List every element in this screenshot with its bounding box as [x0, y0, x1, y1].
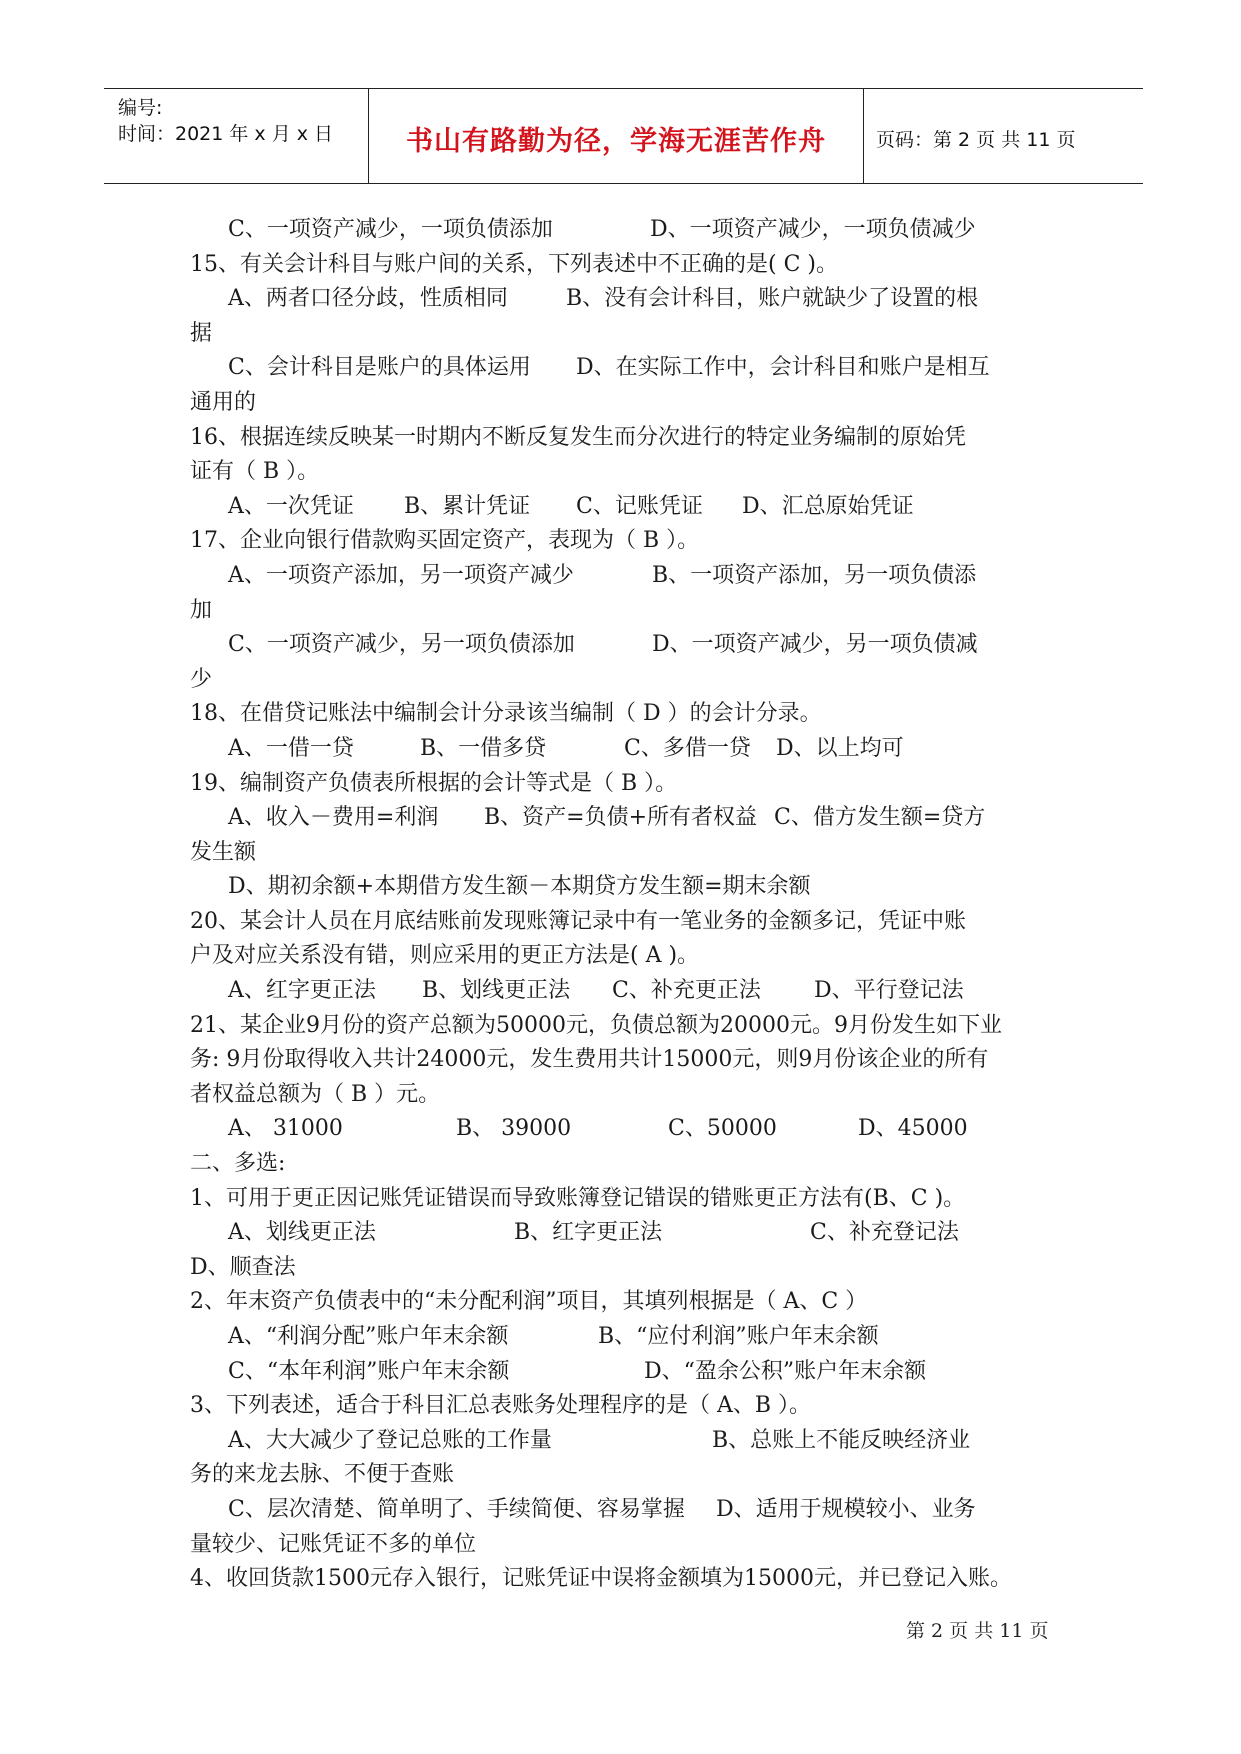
text-segment: 户及对应关系没有错，则应采用的更正方法是( A )。 [190, 943, 700, 969]
text-segment: D、顺查法 [190, 1254, 296, 1280]
text-segment: 2、年末资产负债表中的“未分配利润”项目，其填列根据是（ A、C ） [190, 1289, 868, 1315]
text-segment: 16、根据连续反映某一时期内不断反复发生而分次进行的特定业务编制的原始凭 [190, 424, 966, 450]
text-line [190, 1389, 1070, 1424]
option-text: C、补充更正法 [612, 978, 761, 1004]
option-text: A、划线更正法 [228, 1220, 376, 1246]
document-code-label: 编号: [118, 97, 163, 119]
text-line [190, 1216, 1070, 1251]
option-text: B、没有会计科目，账户就缺少了设置的根 [566, 286, 979, 312]
text-line [190, 1043, 1070, 1078]
text-line [190, 1562, 1070, 1597]
text-line [190, 801, 1070, 836]
option-text: B、累计凭证 [404, 493, 531, 519]
text-line [190, 1078, 1070, 1113]
option-text: A、两者口径分歧，性质相同 [228, 286, 508, 312]
text-segment: 务: 9月份取得收入共计24000元，发生费用共计15000元，则9月份该企业的所有 [190, 1047, 989, 1073]
text-line [190, 1147, 1070, 1182]
text-segment: 发生额 [190, 839, 257, 865]
header-left-cell [104, 89, 369, 183]
text-line [190, 939, 1070, 974]
text-segment: 3、下列表述，适合于科目汇总表账务处理程序的是（ A、B ）。 [190, 1393, 812, 1419]
option-text: D、一项资产减少，一项负债减少 [650, 217, 976, 242]
option-text: C、借方发生额=贷方 [774, 805, 986, 831]
option-text: C、层次清楚、简单明了、手续简便、容易掌握 [228, 1496, 685, 1522]
document-time-label: 时间：2021 年 x 月 x 日 [118, 123, 334, 145]
option-text: C、“本年利润”账户年末余额 [228, 1358, 510, 1384]
text-segment: 二、多选: [190, 1151, 286, 1177]
option-text: B、“应付利润”账户年末余额 [598, 1324, 879, 1349]
text-line [190, 1009, 1070, 1044]
option-text: C、补充登记法 [810, 1220, 959, 1246]
text-segment: 少 [190, 666, 213, 692]
option-text: B、一借多贷 [420, 735, 547, 761]
text-segment: 21、某企业9月份的资产总额为50000元，负债总额为20000元。9月份发生如下业 [190, 1012, 1002, 1038]
text-line [190, 836, 1070, 871]
option-text: D、汇总原始凭证 [742, 493, 914, 519]
text-line [190, 282, 1070, 317]
option-text: C、记账凭证 [576, 493, 703, 519]
text-line [190, 594, 1070, 629]
option-text: D、45000 [858, 1116, 968, 1142]
header-right-cell [864, 89, 1143, 183]
text-line [190, 351, 1070, 386]
header-page-label: 页码：第 2 页 共 11 页 [876, 129, 1076, 151]
option-text: D、一项资产减少，另一项负债减 [652, 632, 978, 658]
text-line [190, 767, 1070, 802]
text-line [190, 905, 1070, 940]
text-line [190, 386, 1070, 421]
page-footer: 第 2 页 共 11 页 [906, 1620, 1049, 1642]
option-text: D、适用于规模较小、业务 [716, 1496, 976, 1522]
text-line [190, 421, 1070, 456]
option-text: D、“盈余公积”账户年末余额 [644, 1358, 927, 1384]
text-line [190, 1251, 1070, 1286]
text-segment: 者权益总额为（ B ）元。 [190, 1081, 441, 1107]
text-line [190, 317, 1070, 352]
option-text: D、在实际工作中，会计科目和账户是相互 [576, 355, 990, 381]
option-text: D、以上均可 [776, 735, 904, 761]
text-line [190, 974, 1070, 1009]
text-line [190, 1182, 1070, 1217]
text-line [190, 1424, 1070, 1459]
text-segment: 17、企业向银行借款购买固定资产，表现为（ B ）。 [190, 528, 700, 554]
text-segment: 18、在借贷记账法中编制会计分录该当编制（ D ）的会计分录。 [190, 701, 822, 727]
option-text: A、一项资产添加，另一项资产减少 [228, 562, 574, 588]
text-line [190, 213, 1070, 248]
option-text: B、 39000 [456, 1116, 572, 1142]
text-line [190, 697, 1070, 732]
option-text: B、资产=负债+所有者权益 [484, 805, 758, 831]
text-line [190, 248, 1070, 283]
text-line [190, 559, 1070, 594]
option-text: A、 31000 [228, 1116, 343, 1142]
text-line [190, 1320, 1070, 1355]
option-text: B、划线更正法 [422, 978, 571, 1004]
text-line [190, 1458, 1070, 1493]
text-segment: 15、有关会计科目与账户间的关系，下列表述中不正确的是( C )。 [190, 251, 838, 277]
text-line [190, 1355, 1070, 1390]
text-line [190, 1528, 1070, 1563]
text-line [190, 663, 1070, 698]
text-segment: 通用的 [190, 389, 257, 415]
text-segment: 加 [190, 597, 213, 623]
text-segment: 1、可用于更正因记账凭证错误而导致账簿登记错误的错账更正方法有(B、C )。 [190, 1185, 966, 1211]
text-segment: D、期初余额+本期借方发生额－本期贷方发生额=期末余额 [228, 874, 811, 900]
text-line [190, 732, 1070, 767]
text-segment: 据 [190, 320, 213, 346]
option-text: C、会计科目是账户的具体运用 [228, 355, 531, 381]
header-motto: 书山有路勤为径，学海无涯苦作舟 [406, 126, 826, 157]
option-text: B、总账上不能反映经济业 [712, 1427, 971, 1453]
page-header [104, 88, 1143, 184]
option-text: A、一次凭证 [228, 493, 354, 519]
option-text: A、一借一贷 [228, 735, 354, 761]
text-line [190, 1112, 1070, 1147]
option-text: C、多借一贷 [624, 735, 751, 761]
text-segment: 务的来龙去脉、不便于查账 [190, 1462, 455, 1488]
option-text: A、“利润分配”账户年末余额 [228, 1324, 509, 1349]
text-line [190, 455, 1070, 490]
text-line [190, 524, 1070, 559]
text-line [190, 870, 1070, 905]
option-text: A、收入－费用=利润 [228, 805, 439, 831]
option-text: C、50000 [668, 1116, 777, 1142]
text-line [190, 1493, 1070, 1528]
text-line [190, 1285, 1070, 1320]
option-text: C、一项资产减少，另一项负债添加 [228, 632, 575, 658]
text-line [190, 628, 1070, 663]
option-text: B、一项资产添加，另一项负债添 [652, 562, 977, 588]
option-text: B、红字更正法 [514, 1220, 663, 1246]
text-line [190, 490, 1070, 525]
text-segment: 20、某会计人员在月底结账前发现账簿记录中有一笔业务的金额多记，凭证中账 [190, 908, 966, 934]
option-text: A、红字更正法 [228, 978, 376, 1004]
text-segment: 量较少、记账凭证不多的单位 [190, 1531, 477, 1557]
document-body [190, 213, 1070, 1597]
text-segment: 证有（ B ）。 [190, 459, 320, 485]
option-text: C、一项资产减少，一项负债添加 [228, 217, 553, 242]
header-middle-cell [369, 89, 864, 183]
text-segment: 4、收回货款1500元存入银行，记账凭证中误将金额填为15000元，并已登记入账。 [190, 1566, 1012, 1592]
option-text: A、大大减少了登记总账的工作量 [228, 1427, 552, 1453]
option-text: D、平行登记法 [814, 978, 964, 1004]
text-segment: 19、编制资产负债表所根据的会计等式是（ B ）。 [190, 770, 678, 796]
